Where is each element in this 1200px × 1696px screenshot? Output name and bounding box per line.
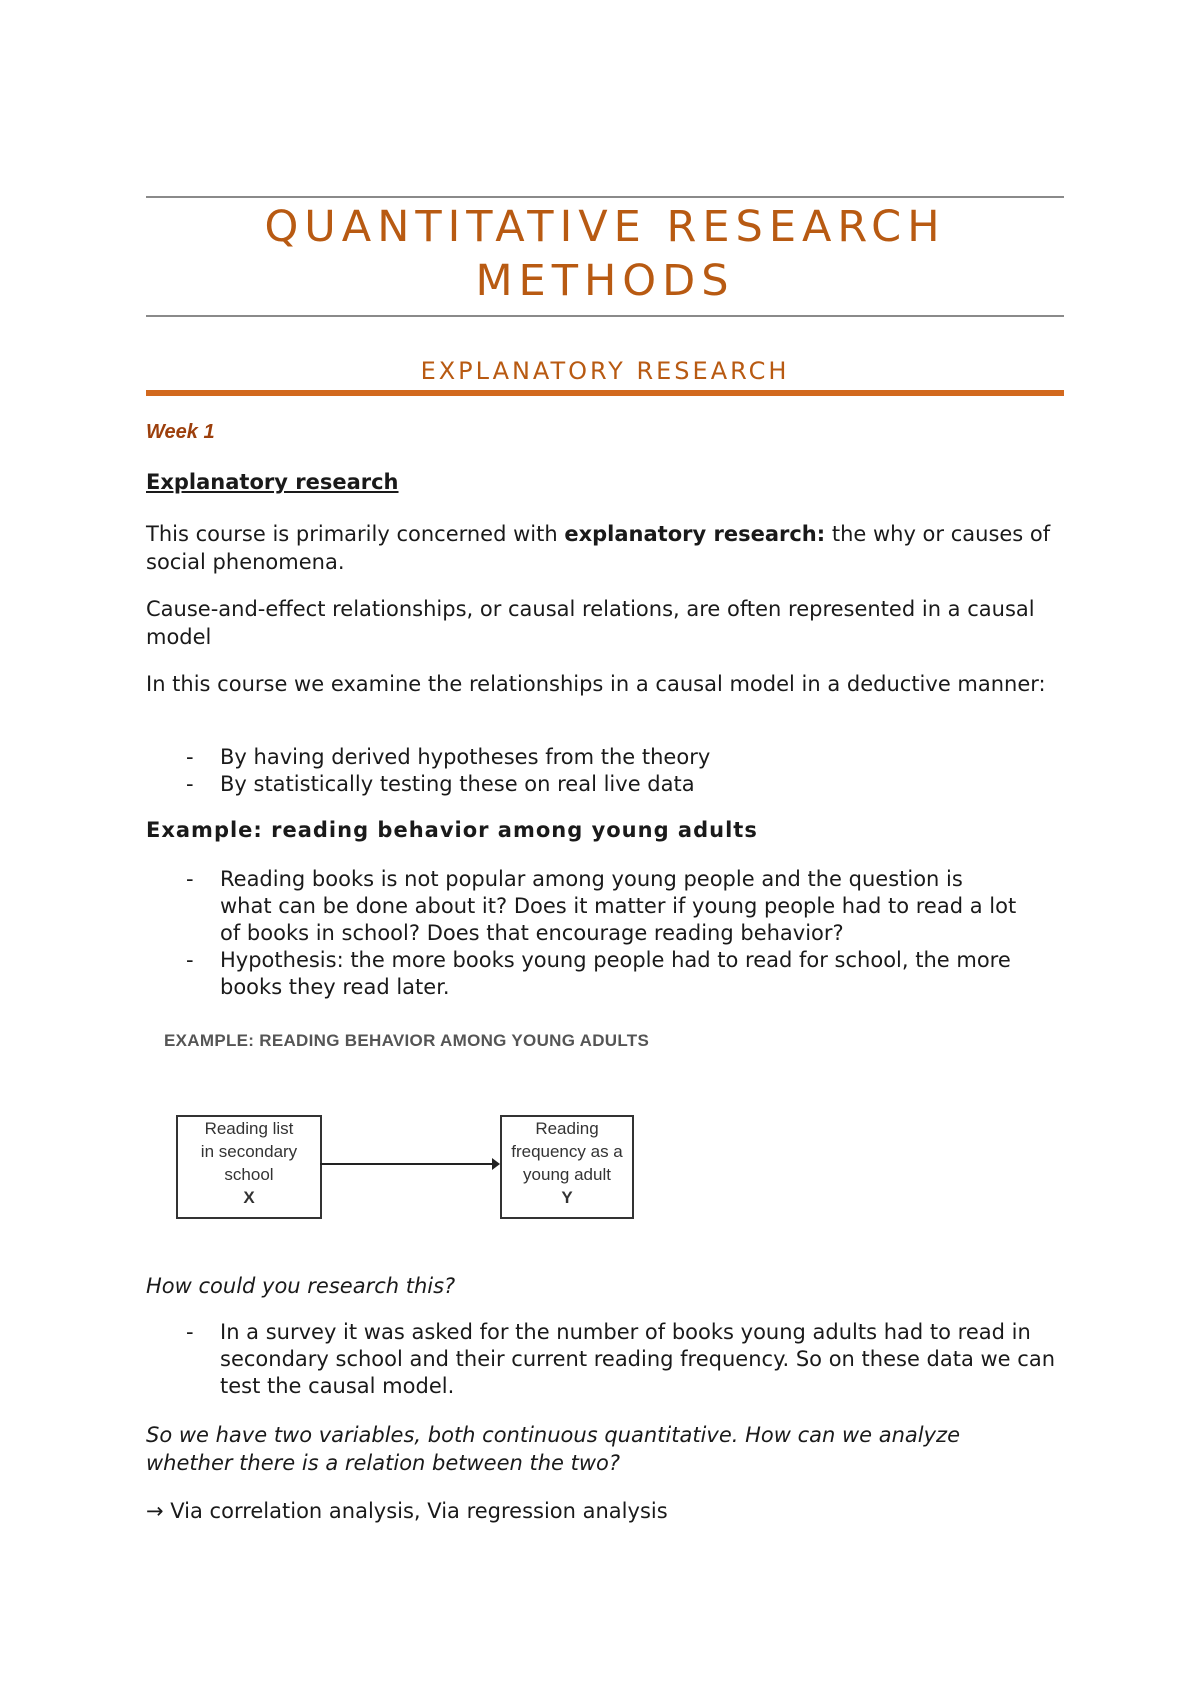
bullet-text: In a survey it was asked for the number of books young adults had to read in secondary school and their current reading frequency. So on these data we can test the causal model. [220, 1320, 1056, 1398]
causal-arrow [320, 1163, 496, 1165]
bullet-text: Reading books is not popular among young people and the question is what can be done about it? Does it matter if young people had to read a lot of books in school? Does that encourage reading behavior? [220, 867, 1017, 945]
paragraph-causal: Cause-and-effect relationships, or causal relations, are often represented in a causal model [146, 597, 1035, 649]
variable-y-box [500, 1115, 634, 1219]
box-y-line: Reading [535, 1119, 599, 1138]
intro-text-end: the why or causes of social phenomena. [146, 522, 1051, 574]
figure-title: EXAMPLE: READING BEHAVIOR AMONG YOUNG ADULTS [164, 1031, 650, 1050]
document-title [146, 200, 1064, 308]
box-y-line: young adult [523, 1165, 611, 1184]
paragraph-variables: So we have two variables, both continuous quantitative. How can we analyze whether there is a relation between the two? [146, 1423, 960, 1475]
bullet-dash: - [186, 867, 194, 891]
box-y-variable: Y [561, 1188, 573, 1207]
box-x-variable: X [243, 1188, 255, 1207]
variable-x-box [176, 1115, 322, 1219]
intro-bold-term: explanatory research: [564, 522, 826, 546]
section-heading: Explanatory research [146, 470, 399, 494]
example-heading: Example: reading behavior among young adults [146, 818, 758, 842]
paragraph-deductive: In this course we examine the relationships in a causal model in a deductive manner: [146, 672, 1046, 696]
bullet-dash: - [186, 1320, 194, 1344]
title-line-2: METHODS [475, 256, 735, 306]
paragraph-intro [146, 520, 1064, 576]
bullet-text: By statistically testing these on real live data [220, 772, 695, 796]
bullet-text: Hypothesis: the more books young people had to read for school, the more books they read later. [220, 948, 1011, 999]
box-x-line: in secondary [200, 1142, 298, 1161]
bullet-dash: - [186, 948, 194, 972]
box-y-line: frequency as a [511, 1142, 623, 1161]
bullet-dash: - [186, 745, 194, 769]
causal-model-figure [146, 1025, 666, 1225]
box-x-line: Reading list [204, 1119, 294, 1138]
bullet-dash: - [186, 772, 194, 796]
title-top-rule [146, 196, 1064, 198]
title-line-1: QUANTITATIVE RESEARCH [264, 202, 946, 252]
bullet-text: By having derived hypotheses from the theory [220, 745, 711, 769]
week-label: Week 1 [146, 421, 215, 443]
section-subtitle: EXPLANATORY RESEARCH [420, 357, 790, 385]
arrowhead-icon [492, 1158, 500, 1170]
research-question: How could you research this? [146, 1274, 456, 1298]
box-x-line: school [224, 1165, 274, 1184]
paragraph-analysis: → Via correlation analysis, Via regression analysis [146, 1499, 668, 1523]
title-bottom-rule [146, 315, 1064, 317]
subtitle-rule [146, 390, 1064, 396]
intro-text: This course is primarily concerned with [146, 522, 565, 546]
